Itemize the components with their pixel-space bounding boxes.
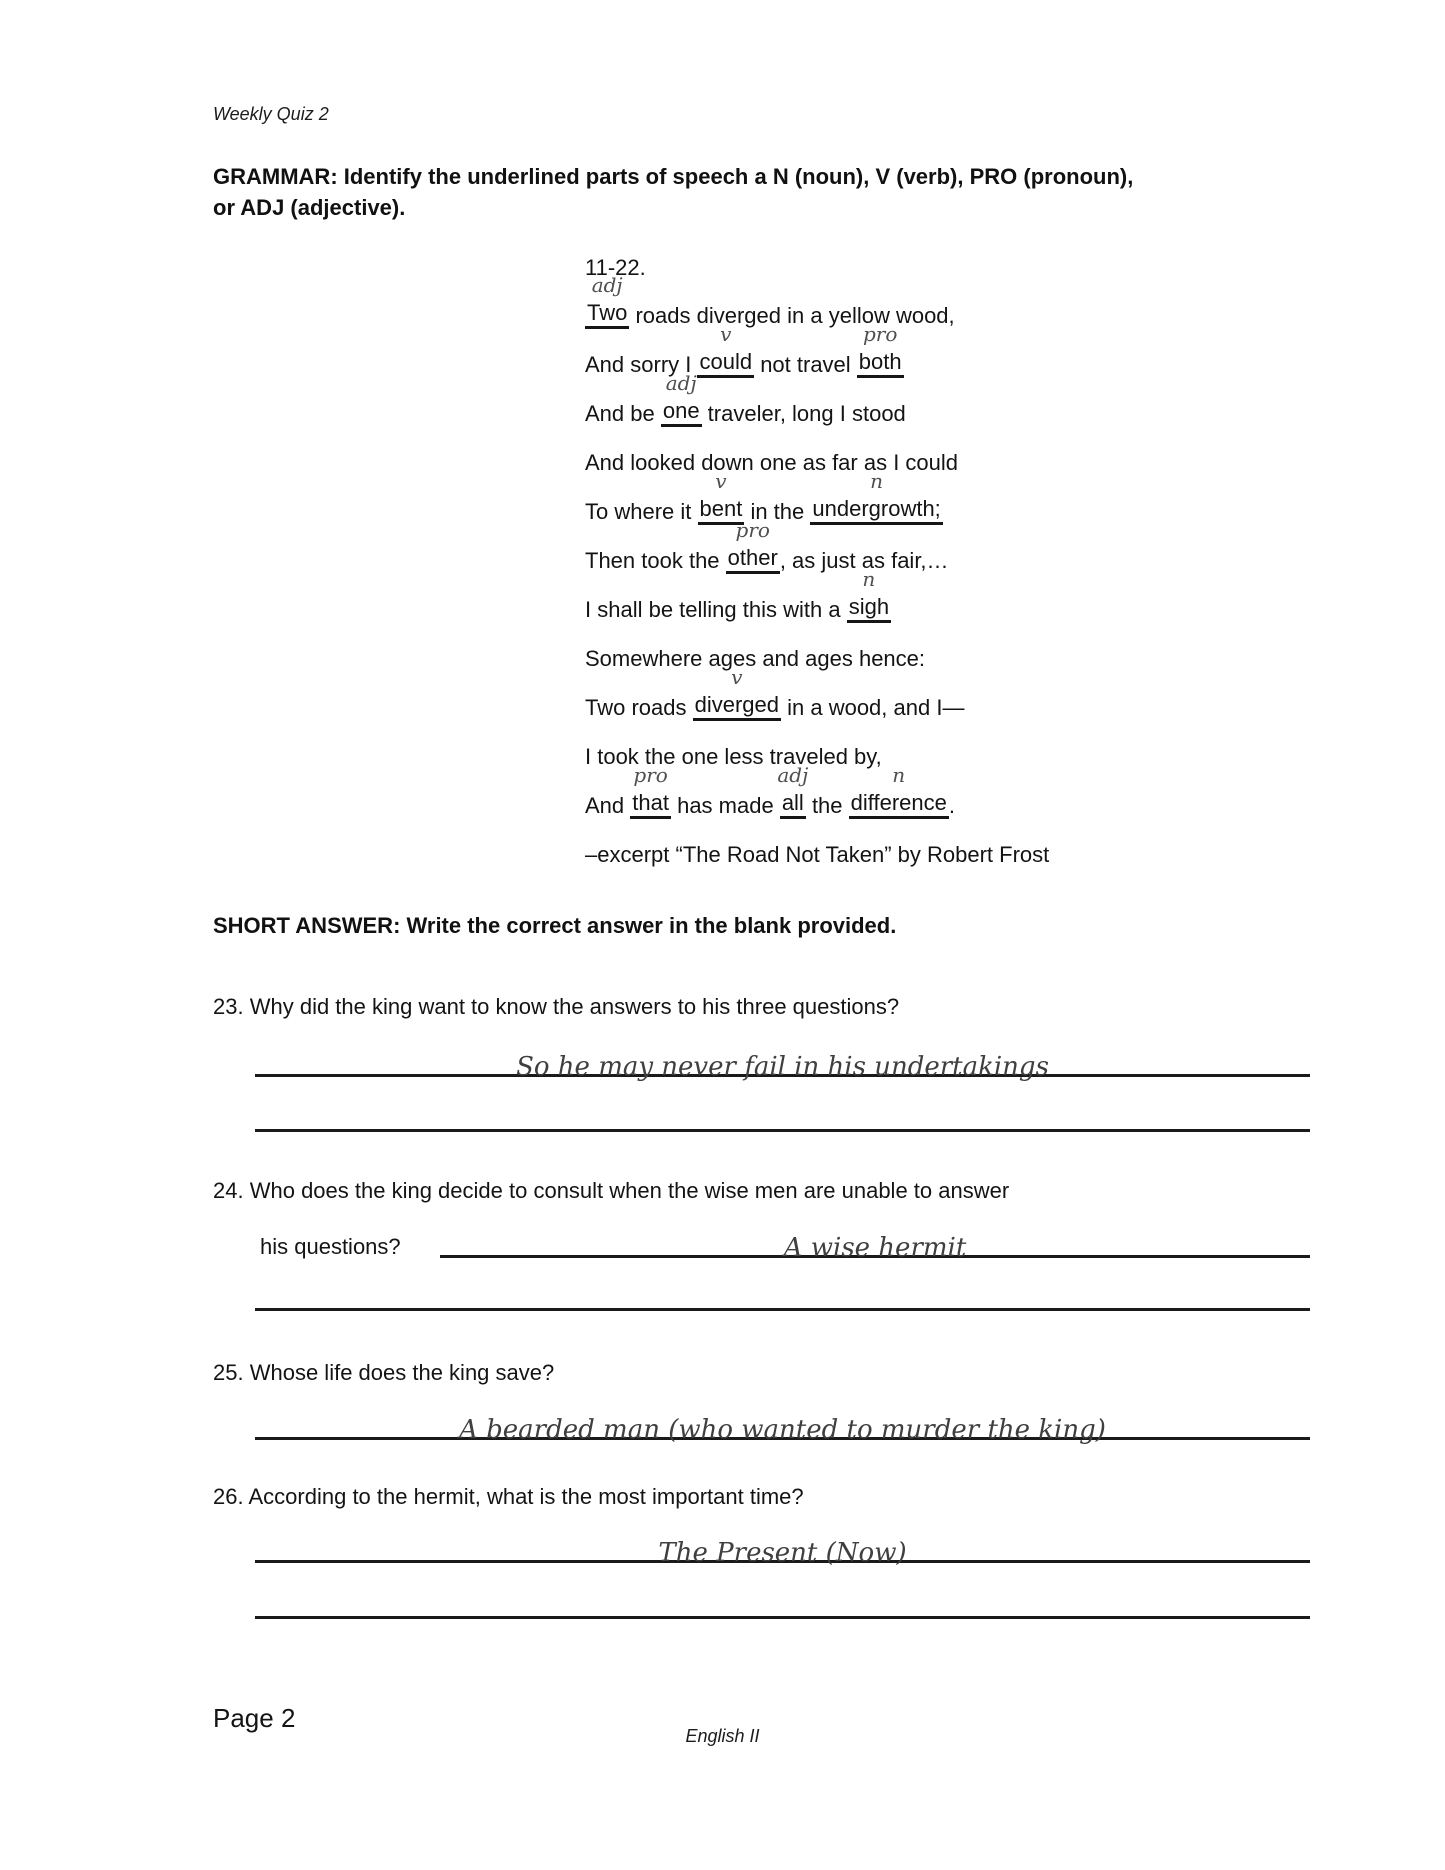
grammar-heading-line2: or ADJ (adjective).: [213, 195, 406, 220]
pos-annotation: adj: [591, 273, 623, 297]
annotated-word: adj all: [780, 789, 806, 819]
poem-attribution: –excerpt “The Road Not Taken” by Robert Frost: [585, 842, 1050, 867]
answer-line-24-1: [440, 1219, 1310, 1263]
question-26: [213, 1484, 804, 1510]
question-26-number: 26.: [213, 1484, 244, 1509]
annotated-word: adj one: [661, 397, 702, 427]
poem-text: Two roads: [585, 695, 693, 720]
annotated-word: pro that: [630, 789, 671, 819]
poem-line: [585, 763, 1049, 819]
answer-line-26-2: [255, 1580, 1310, 1619]
annotated-word: v diverged: [693, 691, 781, 721]
handwritten-answer-23: So he may never fail in his undertakings: [516, 1052, 1049, 1082]
poem-line: [585, 371, 1049, 427]
annotated-word: v could: [697, 348, 754, 378]
pos-annotation: v: [715, 469, 727, 493]
answer-line-23-2: [255, 1093, 1310, 1132]
pos-annotation: n: [870, 469, 884, 493]
poem-line: [585, 567, 1049, 623]
poem-text: And looked down one as far as I could: [585, 450, 959, 475]
question-24-number: 24.: [213, 1178, 244, 1203]
pos-annotation: pro: [735, 518, 770, 542]
grammar-section-heading: [213, 161, 1133, 223]
question-26-text: According to the hermit, what is the most important time?: [248, 1484, 804, 1509]
poem-line: [585, 518, 1049, 574]
handwritten-answer-25: A bearded man (who wanted to murder the king): [459, 1415, 1106, 1445]
poem-text: in the: [744, 499, 811, 524]
pos-annotation: n: [892, 763, 906, 787]
poem-text: I took the one less traveled by,: [585, 744, 882, 769]
poem-range-label: 11-22.: [585, 255, 646, 280]
answer-line-26-1: [255, 1524, 1310, 1568]
poem-text: I shall be telling this with a: [585, 597, 847, 622]
poem-line: [585, 322, 1049, 378]
poem-block: [585, 256, 1049, 868]
question-23: [213, 994, 899, 1020]
poem-text: Then took the: [585, 548, 726, 573]
pos-annotation: n: [862, 567, 876, 591]
answer-line-25-1: [255, 1401, 1310, 1445]
question-24: [213, 1178, 1009, 1204]
poem-text: , as just as fair,…: [779, 548, 949, 573]
annotated-word: n undergrowth;: [810, 495, 942, 525]
poem-text: Somewhere ages and ages hence:: [585, 646, 926, 671]
annotated-word: n difference: [849, 789, 949, 819]
question-23-number: 23.: [213, 994, 244, 1019]
poem-line: [585, 273, 1049, 329]
pos-annotation: pro: [633, 763, 668, 787]
pos-annotation: v: [731, 665, 743, 689]
question-23-text: Why did the king want to know the answers to his three questions?: [249, 994, 900, 1019]
pos-annotation: v: [720, 322, 732, 346]
question-24-text: Who does the king decide to consult when the wise men are unable to answer: [249, 1178, 1010, 1203]
short-answer-heading: SHORT ANSWER: Write the correct answer in the blank provided.: [213, 913, 897, 938]
answer-line-24-2: [255, 1272, 1310, 1311]
question-25-number: 25.: [213, 1360, 244, 1385]
poem-text: And be: [585, 401, 661, 426]
annotated-word: n sigh: [847, 593, 891, 623]
poem-text: .: [948, 793, 955, 818]
poem-text: in a wood, and I—: [781, 695, 965, 720]
question-24-continuation: his questions?: [260, 1234, 401, 1259]
poem-line: [585, 427, 1049, 476]
poem-text: And: [585, 793, 631, 818]
pos-annotation: adj: [665, 371, 697, 395]
page-header: Weekly Quiz 2: [213, 104, 329, 124]
pos-annotation: adj: [777, 763, 809, 787]
answer-line-23-1: [255, 1038, 1310, 1082]
poem-line: [585, 665, 1049, 721]
course-footer: English II: [685, 1726, 760, 1746]
question-25: [213, 1360, 554, 1386]
handwritten-answer-26: The Present (Now): [658, 1538, 907, 1568]
poem-text: And sorry I: [585, 352, 698, 377]
question-25-text: Whose life does the king save?: [249, 1360, 555, 1385]
annotated-word: pro both: [857, 348, 904, 378]
page-number: Page 2: [213, 1703, 296, 1733]
poem-lines: [585, 273, 1049, 819]
annotated-word: v bent: [698, 495, 745, 525]
poem-line: [585, 469, 1049, 525]
annotated-word: pro other: [726, 544, 780, 574]
grammar-heading-line1: GRAMMAR: Identify the underlined parts of speech a N (noun), V (verb), PRO (pronoun),: [213, 164, 1134, 189]
poem-text: not travel: [754, 352, 857, 377]
poem-text: roads diverged in a yellow wood,: [629, 303, 955, 328]
poem-text: has made: [670, 793, 780, 818]
pos-annotation: pro: [863, 322, 898, 346]
poem-text: the: [805, 793, 849, 818]
annotated-word: adj Two: [585, 299, 629, 329]
poem-text: traveler, long I stood: [701, 401, 906, 426]
poem-line: [585, 623, 1049, 672]
poem-text: To where it: [585, 499, 698, 524]
handwritten-answer-24: A wise hermit: [783, 1233, 967, 1263]
